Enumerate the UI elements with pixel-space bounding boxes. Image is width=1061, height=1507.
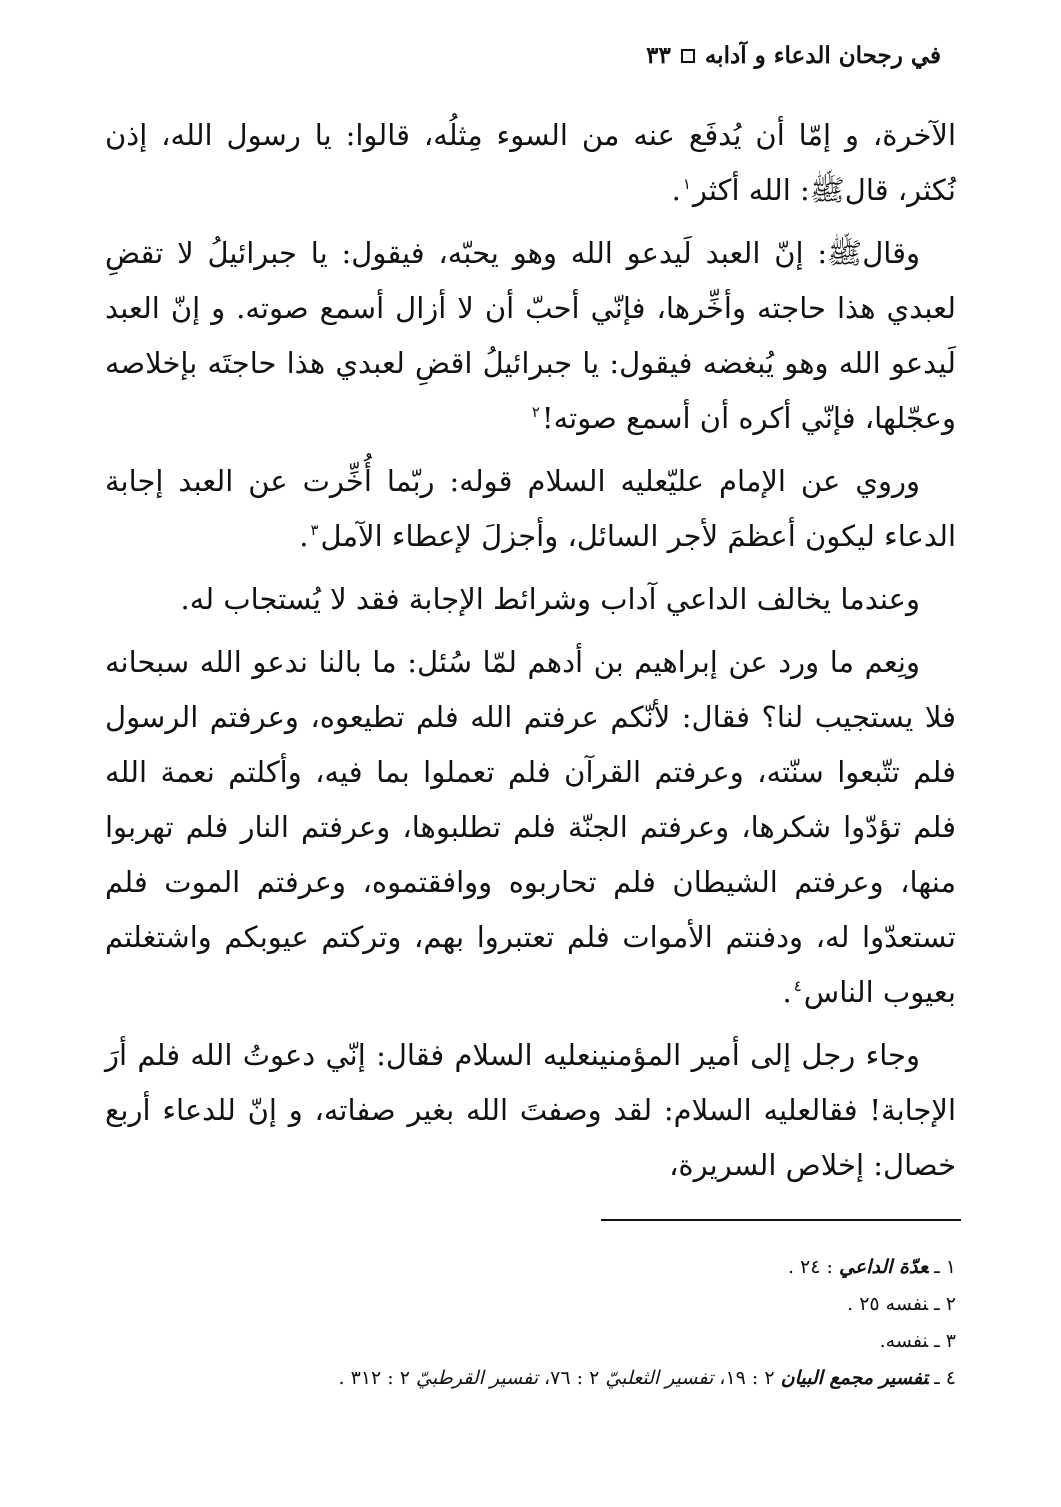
footnote-4 (105, 1361, 956, 1395)
footnote-text: نفسه ٢٥ . (847, 1293, 929, 1315)
footnotes (105, 1250, 956, 1398)
footnote-text: ٢ : ١٩، تفسير الثعلبيّ ٢ : ٧٦، تفسير القرطبيّ ٢ : ٣١٢ . (338, 1367, 775, 1389)
paragraph-tail: . (671, 173, 681, 207)
footnote-number: ٣ ـ (934, 1330, 956, 1352)
paragraph-tail: . (299, 519, 309, 553)
paragraph-text: ونِعم ما ورد عن إبراهيم بن أدهم لمّا سُئل: ما بالنا ندعو الله سبحانه فلا يستجيب لنا؟ فقال: لأنّكم عرفتم الله فلم تطيعوه، وعرفتم الرسول فلم تتّبعوا سنّته، وعرفتم القرآن فلم تعملوا بما فيه، وأكلتم نعمة الله فلم تؤدّوا شكرها، وعرفتم الجنّة فلم تطلبوها، وعرفتم النار فلم تهربوا منها، وعرفتم الشيطان فلم تحاربوه ووافقتموه، وعرفتم الموت فلم تستعدّوا له، ودفنتم الأموات فلم تعتبروا بهم، وتركتم عيوبكم واشتغلتم بعيوب الناس (105, 645, 956, 1009)
footnote-ref: ١ (682, 175, 691, 194)
footnote-ref: ٤ (793, 977, 802, 996)
paragraph-1 (105, 108, 956, 218)
footnote-number: ٢ ـ (934, 1293, 956, 1315)
paragraph-6 (105, 1028, 956, 1193)
footnote-2 (105, 1287, 956, 1321)
paragraph-text: وعندما يخالف الداعي آداب وشرائط الإجابة فقد لا يُستجاب له. (180, 582, 920, 616)
paragraph-text: وجاء رجل إلى أمير المؤمنينعليه السلام فقال: إنّي دعوتُ الله فلم أرَ الإجابة! فقالعليه السلام: لقد وصفتَ الله بغير صفاته، و إنّ للدعاء أربع خصال: إخلاص السريرة، (105, 1038, 956, 1182)
paragraph-tail: . (782, 975, 792, 1009)
footnote-ref: ٢ (531, 403, 540, 422)
footnote-1 (105, 1250, 956, 1284)
footnote-3 (105, 1324, 956, 1358)
footnote-divider (601, 1219, 961, 1221)
page-number: ٣٣ (646, 42, 671, 69)
footnote-number: ٤ ـ (934, 1367, 956, 1389)
paragraph-text: وروي عن الإمام عليّعليه السلام قوله: ربّما أُخِّرت عن العبد إجابة الدعاء ليكون أعظمَ لأجر السائل، وأجزلَ لإعطاء الآمل (105, 464, 956, 553)
footnote-number: ١ ـ (934, 1256, 956, 1278)
paragraph-2 (105, 226, 956, 446)
footnote-text: نفسه. (879, 1330, 929, 1352)
footnote-source: عدّة الداعي (838, 1256, 929, 1278)
paragraph-text: الآخرة، و إمّا أن يُدفَع عنه من السوء مِثلُه، قالوا: يا رسول الله، إذن نُكثر، قالﷺ: الله أكثر (105, 118, 956, 207)
footnote-source: تفسير مجمع البيان (780, 1367, 929, 1389)
paragraph-3 (105, 454, 956, 564)
paragraph-5 (105, 635, 956, 1020)
footnote-text: : ٢٤ . (787, 1256, 833, 1278)
body-text (105, 108, 956, 1201)
footnote-ref: ٣ (310, 521, 319, 540)
running-head-title: في رجحان الدعاء و آدابه (704, 42, 941, 69)
paragraph-4 (105, 572, 956, 627)
paragraph-text: وقالﷺ: إنّ العبد لَيدعو الله وهو يحبّه، فيقول: يا جبرائيلُ لا تقضِ لعبدي هذا حاجته وأخِّرها، فإنّي أحبّ أن لا أزال أسمع صوته. و إنّ العبد لَيدعو الله وهو يُبغضه فيقول: يا جبرائيلُ اقضِ لعبدي هذا حاجتَه بإخلاصه وعجّلها، فإنّي أكره أن أسمع صوته! (105, 236, 956, 435)
square-ornament-icon (681, 49, 695, 63)
running-head (646, 42, 941, 69)
